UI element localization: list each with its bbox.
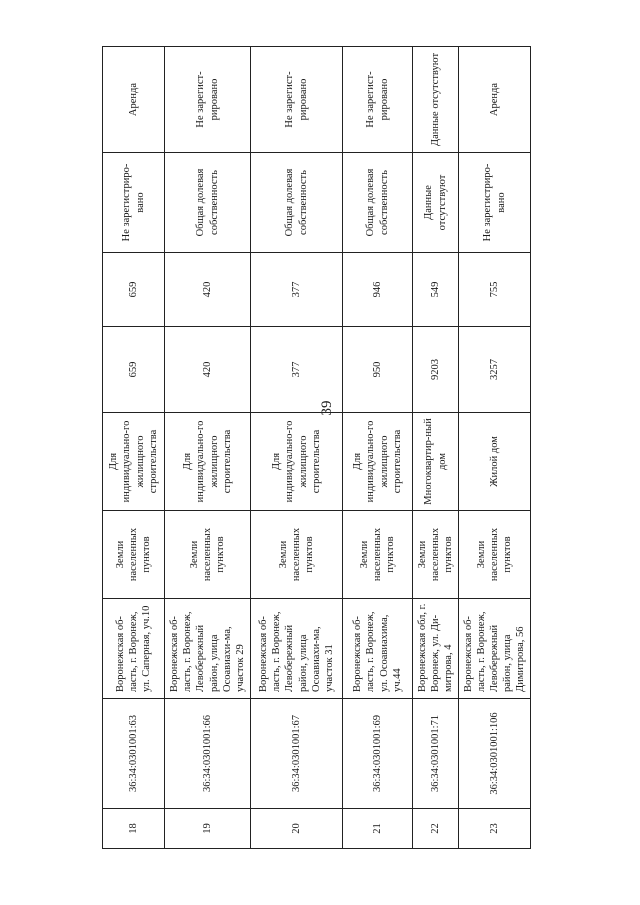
area-total: 377 [251,327,343,413]
right-type: Данные отсутствуют [413,153,459,253]
land-category: Земли населенных пунктов [251,511,343,599]
encumbrance: Аренда [103,47,165,153]
encumbrance: Не зарегист-рировано [165,47,251,153]
cadastral-number: 36:34:0301001:71 [413,699,459,809]
area-total: 659 [103,327,165,413]
area-secondary: 549 [413,253,459,327]
cadastral-number: 36:34:0301001:67 [251,699,343,809]
address: Воронежская об-ласть, г. Воронеж, ул. Осоавиахима, уч.44 [343,599,413,699]
right-type: Общая долевая собственность [343,153,413,253]
area-total: 9203 [413,327,459,413]
permitted-use: Жилой дом [459,413,531,511]
area-total: 420 [165,327,251,413]
table-row [165,47,251,849]
encumbrance: Аренда [459,47,531,153]
table-row [413,47,459,849]
table-row [251,47,343,849]
area-total: 3257 [459,327,531,413]
row-number: 20 [251,809,343,849]
area-secondary: 420 [165,253,251,327]
address: Воронежская об-ласть, г. Воронеж, Левобережный район, улица Димитрова, 56 [459,599,531,699]
cadastral-number: 36:34:0301001:106 [459,699,531,809]
row-number: 18 [103,809,165,849]
permitted-use: Многоквартир-ный дом [413,413,459,511]
table-row [459,47,531,849]
row-number: 19 [165,809,251,849]
land-category: Земли населенных пунктов [413,511,459,599]
permitted-use: Для индивидуально-го жилищного строительства [343,413,413,511]
area-total: 950 [343,327,413,413]
right-type: Не зарегистриро-вано [103,153,165,253]
right-type: Общая долевая собственность [251,153,343,253]
address: Воронежская обл, г. Воронеж, ул. Ди-митрова, 4 [413,599,459,699]
land-category: Земли населенных пунктов [343,511,413,599]
row-number: 22 [413,809,459,849]
cadastral-number: 36:34:0301001:69 [343,699,413,809]
permitted-use: Для индивидуально-го жилищного строительства [251,413,343,511]
permitted-use: Для индивидуально-го жилищного строительства [103,413,165,511]
encumbrance: Не зарегист-рировано [251,47,343,153]
area-secondary: 946 [343,253,413,327]
address: Воронежская об-ласть, г. Воронеж, Левобережный район, улица Осоавиахи-ма, участок 31 [251,599,343,699]
land-category: Земли населенных пунктов [165,511,251,599]
encumbrance: Не зарегист-рировано [343,47,413,153]
area-secondary: 755 [459,253,531,327]
area-secondary: 377 [251,253,343,327]
land-category: Земли населенных пунктов [459,511,531,599]
encumbrance: Данные отсутствуют [413,47,459,153]
cadastral-number: 36:34:0301001:66 [165,699,251,809]
permitted-use: Для индивидуально-го жилищного строительства [165,413,251,511]
table-row [103,47,165,849]
row-number: 23 [459,809,531,849]
table-row [343,47,413,849]
address: Воронежская об-ласть, г. Воронеж, ул. Саперная, уч.10 [103,599,165,699]
land-category: Земли населенных пунктов [103,511,165,599]
row-number: 21 [343,809,413,849]
page-number: 39 [319,400,335,416]
land-plots-table [102,46,531,849]
cadastral-number: 36:34:0301001:63 [103,699,165,809]
area-secondary: 659 [103,253,165,327]
right-type: Не зарегистриро-вано [459,153,531,253]
address: Воронежская об-ласть, г. Воронеж, Левобережный район, улица Осоавиахи-ма, участок 29 [165,599,251,699]
right-type: Общая долевая собственность [165,153,251,253]
land-plots-table-wrapper [102,47,530,849]
